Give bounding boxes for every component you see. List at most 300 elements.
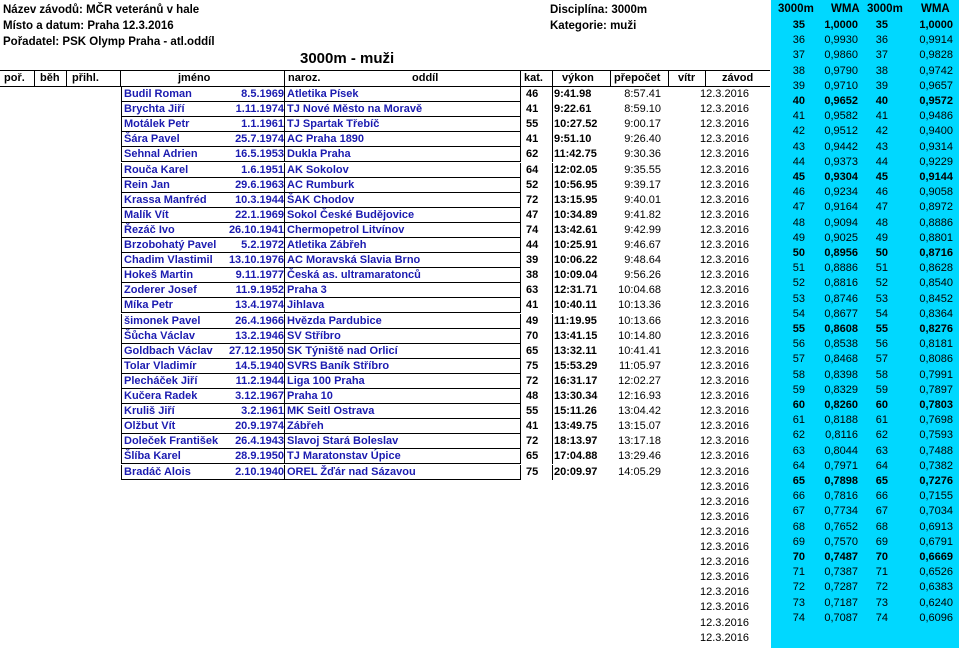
wma-factor: 0,7387 [824,566,858,579]
wma-factor: 0,8398 [824,368,858,381]
result-time: 10:09.04 [554,269,598,282]
age-category: 41 [526,420,539,433]
table-row [0,87,770,102]
wma-factor-2: 0,7803 [919,399,953,411]
table-row [0,117,770,132]
race-date: 12.3.2016 [700,571,749,584]
result-time: 12:31.71 [554,284,598,297]
result-time: 10:34.89 [554,208,598,221]
age-category: 48 [526,390,539,402]
club-name: SVRS Baník Stříbro [287,359,390,372]
wma-factor-2: 0,8801 [919,231,953,244]
club-name: AC Moravská Slavia Brno [287,254,421,267]
result-time: 9:41.98 [554,88,592,100]
wma-factor-2: 0,6791 [919,535,953,548]
wma-factor: 0,8188 [824,414,858,427]
table-row [0,253,770,268]
athlete-name: Míka Petr [124,299,173,312]
empty-row [0,495,770,510]
wma-factor-2: 0,6526 [919,566,953,579]
wma-age-2: 47 [875,201,888,214]
empty-row [0,570,770,585]
wma-age-2: 59 [875,383,888,396]
converted-time: 9:46.67 [624,239,661,251]
race-date: 12.3.2016 [700,359,749,372]
age-category: 41 [526,103,539,116]
wma-age-2: 35 [875,19,888,31]
race-date: 12.3.2016 [700,556,749,569]
club-name: TJ Spartak Třebíč [287,118,380,131]
wma-age: 45 [792,171,805,183]
athlete-name: Šlíba Karel [124,450,181,463]
wma-age-2: 60 [875,399,888,411]
wma-row [771,520,959,535]
wma-age: 41 [792,110,805,123]
athlete-name: šimonek Pavel [124,314,201,327]
result-time: 11:19.95 [554,314,597,327]
race-date: 12.3.2016 [700,88,749,100]
wma-row [771,459,959,474]
result-time: 9:51.10 [554,133,592,146]
athlete-name: Krassa Manfréd [124,193,207,206]
wma-age: 69 [792,535,805,548]
converted-time: 8:57.41 [624,88,661,100]
converted-time: 9:00.17 [624,118,661,131]
converted-time: 10:14.80 [618,329,661,342]
birth-date: 5.2.1972 [241,239,284,251]
race-date: 12.3.2016 [700,284,749,297]
birth-date: 25.7.1974 [235,133,284,146]
result-time: 20:09.97 [554,465,598,478]
wma-factor: 0,8816 [824,277,858,290]
result-time: 17:04.88 [554,450,598,463]
race-date: 12.3.2016 [700,103,749,116]
converted-time: 14:05.29 [618,465,661,478]
wma-factor: 0,7734 [824,505,858,518]
col-prepocet: přepočet [614,72,661,84]
age-category: 55 [526,405,539,418]
wma-age-2: 40 [875,95,888,107]
wma-factor: 1,0000 [824,19,858,31]
converted-time: 13:15.07 [618,420,661,433]
wma-row [771,261,959,276]
wma-age-2: 72 [875,581,888,594]
wma-row [771,64,959,79]
wma-age-2: 73 [875,596,888,609]
wma-age: 35 [792,19,805,31]
wma-age: 61 [792,414,805,427]
wma-row [771,398,959,413]
wma-age: 48 [792,216,805,229]
race-date: 12.3.2016 [700,510,749,523]
birth-date: 29.6.1963 [235,178,284,191]
table-row [0,208,770,223]
empty-row [0,616,770,631]
race-date: 12.3.2016 [700,525,749,538]
wma-factor: 0,9025 [824,231,858,244]
wma-factor-2: 0,8716 [919,247,953,259]
birth-date: 28.9.1950 [235,450,284,463]
age-category: 55 [526,118,539,131]
birth-date: 11.2.1944 [235,374,284,387]
athlete-name: Motálek Petr [124,118,190,131]
wma-age: 39 [792,79,805,92]
wma-factor: 0,8677 [824,307,858,320]
wma-row [771,565,959,580]
wma-age: 62 [792,429,805,442]
empty-row [0,585,770,600]
athlete-name: Rein Jan [124,178,170,191]
wma-factor-2: 0,8086 [919,353,953,366]
wma-row [771,140,959,155]
wma-factor-2: 0,9229 [919,155,953,168]
wma-factor-2: 0,9314 [919,140,953,153]
wma-age: 71 [792,566,805,579]
table-row [0,314,770,329]
race-date: 12.3.2016 [700,420,749,433]
wma-header-3: 3000m [867,3,903,15]
wma-header-1: 3000m [778,3,814,15]
wma-age: 51 [792,262,805,275]
birth-date: 14.5.1940 [235,359,284,372]
wma-factor: 0,9373 [824,155,858,168]
wma-factor: 0,9512 [824,125,858,138]
wma-factor: 0,8538 [824,338,858,351]
wma-age: 40 [792,95,805,107]
wma-age-2: 49 [875,231,888,244]
wma-age: 53 [792,292,805,305]
birth-date: 1.6.1951 [241,163,284,176]
wma-age-2: 65 [875,475,888,487]
age-category: 72 [526,374,539,387]
wma-age: 50 [792,247,805,259]
wma-factor: 0,8886 [824,262,858,275]
table-row [0,434,770,449]
wma-row [771,489,959,504]
wma-row [771,413,959,428]
wma-factor: 0,8608 [824,323,858,335]
wma-row [771,352,959,367]
club-name: TJ Maratonstav Úpice [287,450,401,463]
club-name: Praha 10 [287,390,333,402]
birth-date: 13.10.1976 [228,254,284,267]
birth-date: 9.11.1977 [235,269,284,282]
converted-time: 9:35.55 [624,163,661,176]
birth-date: 26.4.1966 [235,314,284,327]
birth-date: 1.11.1974 [235,103,284,116]
wma-age-2: 69 [875,535,888,548]
club-name: Slavoj Stará Boleslav [287,435,399,448]
table-row [0,389,770,404]
wma-factor-2: 0,9914 [919,34,953,47]
athlete-name: Kučera Radek [124,390,198,402]
wma-factor-2: 0,9742 [919,64,953,77]
race-date: 12.3.2016 [700,631,749,644]
wma-factor-2: 0,7155 [919,490,953,503]
table-row [0,193,770,208]
wma-row [771,155,959,170]
wma-age-2: 36 [875,34,888,47]
wma-factor: 0,9304 [824,171,858,183]
result-time: 11:42.75 [554,148,597,161]
wma-factor: 0,8956 [824,247,858,259]
club-name: AC Rumburk [287,178,355,191]
wma-age-2: 71 [875,566,888,579]
empty-row [0,510,770,525]
wma-row [771,474,959,489]
converted-time: 9:48.64 [624,254,661,267]
table-row [0,163,770,178]
table-row [0,449,770,464]
wma-age-2: 37 [875,49,888,62]
athlete-name: Tolar Vladimír [124,359,197,372]
wma-table [771,0,959,648]
club-name: Sokol České Budějovice [287,208,415,221]
wma-factor: 0,9164 [824,201,858,214]
wma-factor: 0,9094 [824,216,858,229]
wma-age: 68 [792,520,805,533]
wma-age: 43 [792,140,805,153]
wma-row [771,79,959,94]
birth-date: 22.1.1969 [235,208,284,221]
club-name: Atletika Zábřeh [287,239,367,251]
age-category: 44 [526,239,539,251]
wma-row [771,33,959,48]
converted-time: 9:26.40 [624,133,661,146]
athlete-name: Brychta Jiří [124,103,185,116]
wma-row [771,170,959,185]
wma-factor: 0,7187 [824,596,858,609]
result-time: 16:31.17 [554,374,598,387]
race-date: 12.3.2016 [700,208,749,221]
table-row [0,465,770,480]
race-date: 12.3.2016 [700,435,749,448]
wma-age-2: 64 [875,459,888,472]
wma-factor-2: 0,8972 [919,201,953,214]
converted-time: 13:29.46 [618,450,661,463]
wma-age-2: 68 [875,520,888,533]
club-name: Dukla Praha [287,148,351,161]
wma-factor: 0,8044 [824,444,858,457]
wma-factor-2: 0,9144 [919,171,953,183]
race-date: 12.3.2016 [700,480,749,493]
wma-row [771,246,959,261]
wma-factor-2: 0,8276 [919,323,953,335]
wma-age: 56 [792,338,805,351]
col-beh: běh [40,72,60,84]
race-date: 12.3.2016 [700,586,749,599]
wma-factor: 0,7287 [824,581,858,594]
wma-age-2: 41 [875,110,888,123]
converted-time: 9:41.82 [624,208,661,221]
athlete-name: Rouča Karel [124,163,189,176]
wma-factor: 0,8116 [825,429,858,442]
wma-age-2: 42 [875,125,888,138]
race-date: 12.3.2016 [700,239,749,251]
wma-factor-2: 0,7593 [919,429,953,442]
athlete-name: Řezáč Ivo [124,223,175,236]
wma-age-2: 38 [875,64,888,77]
wma-age-2: 43 [875,140,888,153]
result-time: 9:22.61 [554,103,592,116]
result-time: 10:06.22 [554,254,598,267]
result-time: 13:30.34 [554,390,598,402]
birth-date: 13.2.1946 [235,329,284,342]
wma-row [771,337,959,352]
converted-time: 10:41.41 [618,344,661,357]
discipline: Disciplína: 3000m [550,4,648,16]
table-row [0,374,770,389]
wma-age-2: 66 [875,490,888,503]
result-time: 15:53.29 [554,359,598,372]
wma-age-2: 61 [875,414,888,427]
wma-row [771,322,959,337]
wma-factor-2: 0,6383 [919,581,953,594]
result-time: 15:11.26 [554,405,597,418]
age-category: 62 [526,148,539,161]
age-category: 63 [526,284,539,297]
wma-age-2: 57 [875,353,888,366]
wma-header-2: WMA [831,3,860,15]
club-name: Česká as. ultramaratonců [287,269,421,282]
result-time: 10:25.91 [554,239,598,251]
col-zavod: závod [722,72,754,84]
wma-age: 70 [792,551,805,563]
wma-age: 52 [792,277,805,290]
race-date: 12.3.2016 [700,269,749,282]
table-row [0,268,770,283]
athlete-name: Kruliš Jiří [124,405,175,418]
club-name: Hvězda Pardubice [287,314,382,327]
athlete-name: Šůcha Václav [124,329,195,342]
results-title: 3000m - muži [300,50,395,67]
age-category: 70 [526,329,539,342]
wma-age: 65 [792,475,805,487]
empty-row [0,600,770,615]
converted-time: 13:17.18 [618,435,661,448]
converted-time: 12:16.93 [618,390,661,402]
wma-row [771,216,959,231]
club-name: AK Sokolov [287,163,349,176]
birth-date: 2.10.1940 [235,465,284,478]
table-row [0,178,770,193]
wma-factor: 0,7816 [824,490,858,503]
wma-factor: 0,8746 [824,292,858,305]
club-name: TJ Nové Město na Moravě [287,103,423,116]
wma-factor: 0,7487 [824,551,858,563]
age-category: 72 [526,193,539,206]
wma-factor-2: 0,6669 [919,551,953,563]
club-name: SV Stříbro [287,329,341,342]
wma-age: 47 [792,201,805,214]
wma-age-2: 54 [875,307,888,320]
wma-factor: 0,9930 [824,34,858,47]
column-header-row [0,71,770,86]
athlete-name: Goldbach Václav [124,344,213,357]
club-name: Zábřeh [287,420,324,433]
race-date: 12.3.2016 [700,390,749,402]
wma-age: 44 [792,155,805,168]
birth-date: 11.9.1952 [235,284,284,297]
birth-date: 26.4.1943 [235,435,284,448]
wma-factor: 0,9652 [824,95,858,107]
wma-factor: 0,9710 [824,79,858,92]
wma-row [771,48,959,63]
age-category: 75 [526,465,539,478]
wma-factor: 0,8329 [824,383,858,396]
wma-age-2: 55 [875,323,888,335]
empty-row [0,480,770,495]
wma-row [771,444,959,459]
result-time: 13:49.75 [554,420,598,433]
table-row [0,283,770,298]
wma-factor: 0,7898 [824,475,858,487]
club-name: Praha 3 [287,284,327,297]
result-time: 13:42.61 [554,223,598,236]
club-name: AC Praha 1890 [287,133,365,146]
place-date: Místo a datum: Praha 12.3.2016 [3,20,174,32]
club-name: OREL Žďár nad Sázavou [287,465,416,478]
wma-factor-2: 0,9572 [919,95,953,107]
wma-age: 66 [792,490,805,503]
race-date: 12.3.2016 [700,148,749,161]
athlete-name: Olžbut Vít [124,420,176,433]
club-name: Chermopetrol Litvínov [287,223,405,236]
wma-age: 74 [792,611,805,624]
wma-factor: 0,7652 [824,520,858,533]
wma-age-2: 63 [875,444,888,457]
race-date: 12.3.2016 [700,405,749,418]
wma-row [771,368,959,383]
race-date: 12.3.2016 [700,465,749,478]
result-time: 13:41.15 [554,329,598,342]
athlete-name: Budil Roman [124,88,192,100]
wma-row [771,550,959,565]
age-category: 39 [526,254,539,267]
wma-age-2: 56 [875,338,888,351]
age-category: 38 [526,269,539,282]
wma-row [771,185,959,200]
table-row [0,329,770,344]
wma-age: 36 [792,34,805,47]
wma-age: 57 [792,353,805,366]
wma-factor-2: 0,7276 [919,475,953,487]
col-prihl: přihl. [72,72,99,84]
wma-row [771,307,959,322]
club-name: Jihlava [287,299,325,312]
birth-date: 3.12.1967 [235,390,284,402]
race-date: 12.3.2016 [700,163,749,176]
table-row [0,132,770,147]
wma-age: 55 [792,323,805,335]
race-date: 12.3.2016 [700,374,749,387]
converted-time: 9:39.17 [624,178,661,191]
converted-time: 9:40.01 [624,193,661,206]
wma-row [771,504,959,519]
wma-factor-2: 0,7991 [919,368,953,381]
wma-factor: 0,9790 [824,64,858,77]
race-date: 12.3.2016 [700,118,749,131]
converted-time: 13:04.42 [618,405,661,418]
table-row [0,404,770,419]
wma-factor-2: 0,6913 [919,520,953,533]
wma-factor: 0,8260 [824,399,858,411]
wma-factor-2: 0,7488 [919,444,953,457]
wma-age: 73 [792,596,805,609]
wma-factor-2: 0,9828 [919,49,953,62]
organizer: Pořadatel: PSK Olymp Praha - atl.oddíl [3,36,215,48]
race-date: 12.3.2016 [700,344,749,357]
